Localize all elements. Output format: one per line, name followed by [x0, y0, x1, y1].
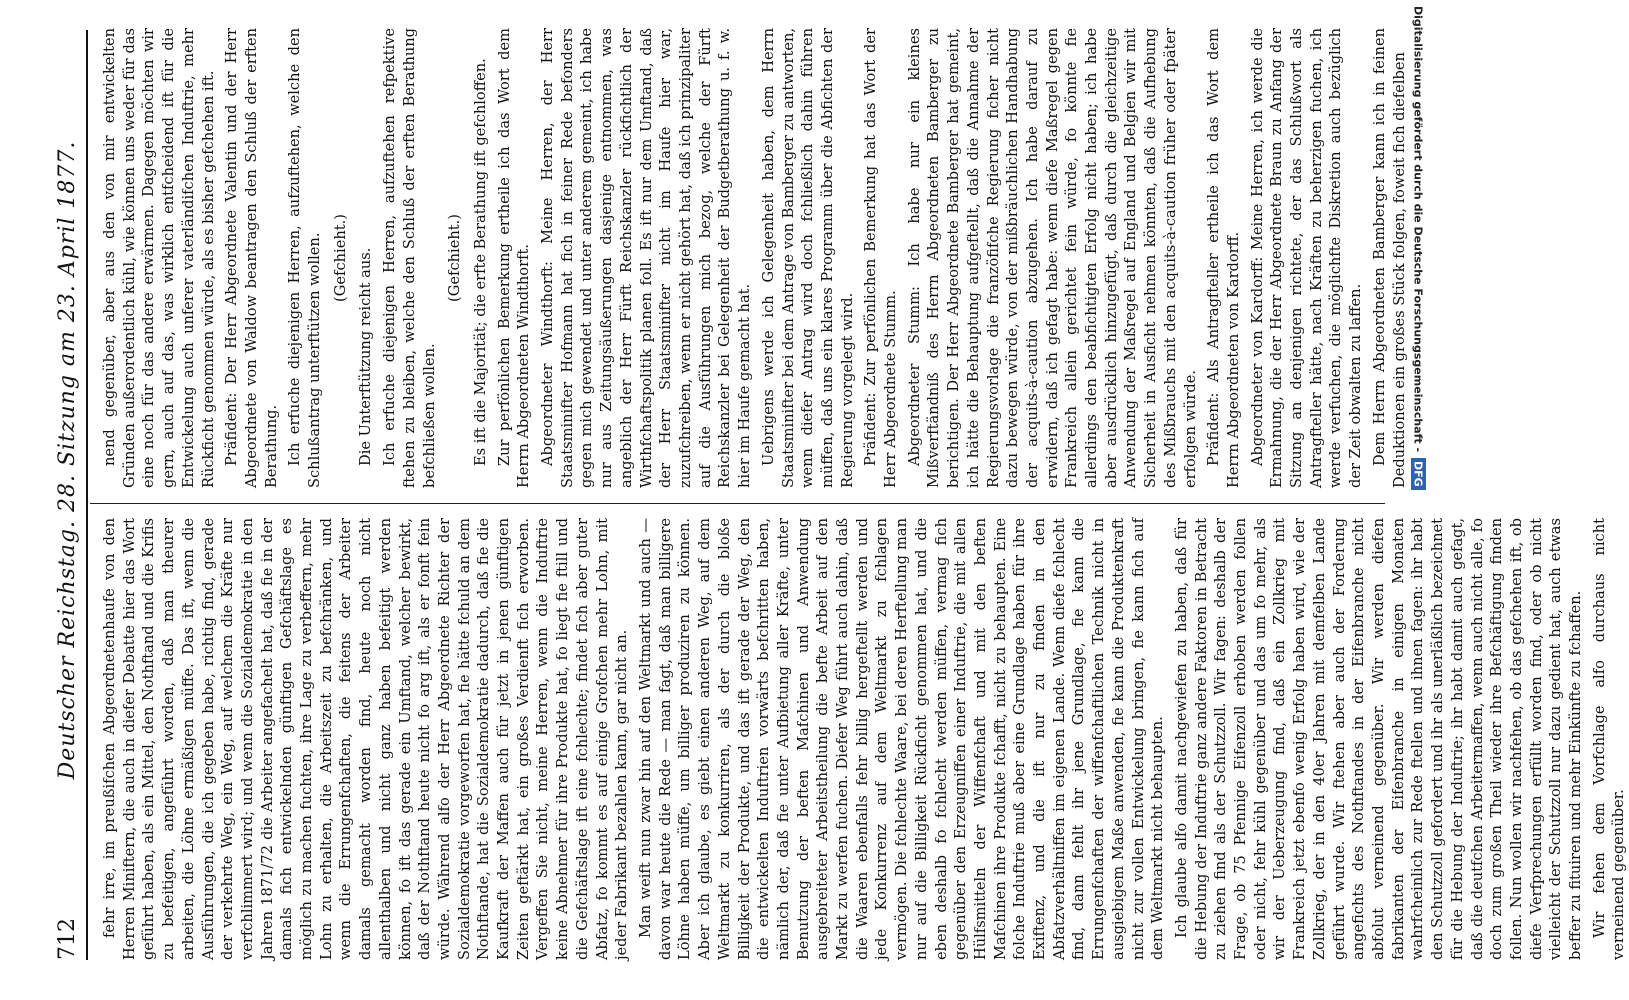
paragraph: Uebrigens werde ich Gelegenheit haben, dem Herrn Staatsminifter bei dem Antrage von Bamberger zu antworten, wenn diefer Antrag wird doch fchließlich dahin führen müffen, daß uns ein klares Programm über die Abfichten der Regierung vorgelegt wird.	[759, 28, 856, 488]
paragraph: Zur perfönlichen Bemerkung ertheile ich das Wort dem Herrn Abgeordneten Windthorft.	[495, 28, 533, 488]
paragraph: Wir fehen dem Vorfchlage alfo durchaus nicht verneinend gegenüber.	[1590, 518, 1628, 960]
page-number: 712	[55, 918, 80, 960]
paragraph: Es ift die Majorität; die erfte Berathung ift gefchloffen.	[471, 58, 489, 466]
paragraph: Ich erfuche diejenigen Herren, aufzuftehen refpektive ftehen zu bleiben, welche den Schluß der erften Berathung befchließen wollen.	[381, 28, 438, 488]
dfg-logo: DFG	[1411, 458, 1426, 490]
paragraph: Ich glaube alfo damit nachgewiefen zu haben, daß für die Hebung der Induftrie ganz andere Faktoren in Betracht zu ziehen find als der Schutzzoll. Wir fagen: deshalb der Frage, ob 75 Pfennige Eifenzoll erhoben werden follen oder nicht, fehr kühl gegenüber und das um fo mehr, als wir der Ueberzeugung find, daß ein Zollkrieg mit Frankreich jetzt ebenfo wenig Erfolg haben wird, wie der Zollkrieg, der in den 40er Jahren mit demfelben Lande geführt wurde. Wir ftehen aber auch der Forderung angefichts des Nothftandes in der Eifenbranche nicht abfolut verneinend gegenüber. Wir werden diefen fabrikanten der Eifenbranche in einigen Monaten wahrfcheinlich zur Rede ftellen und ihnen fagen: ihr habt den Schutzzoll gefordert und ihr als unerläßlich bezeichnet für die Hebung der Induftrie; ihr habt damit auch gefagt, daß die deutfchen Arbeitermaffen, wenn auch nicht alle, fo doch zum großen Theil wieder ihre Befchäftigung finden follen. Nun wollen wir nachfehen, ob das gefchehen ift, ob diefe Verfprechungen erfüllt worden find, oder ob nicht vielleicht der Schutzzoll nur dazu gedient hat, auch etwas beffer zu fituiren und mehr Einkünfte zu fchaffen.	[1172, 518, 1585, 960]
paragraph: Ich erfuche diejenigen Herren, aufzuftehen, welche den Schlußantrag unterftützen wollen.	[286, 28, 324, 488]
paragraph: Präfident: Zur perfönlichen Bemerkung hat das Wort der Herr Abgeordnete Stumm.	[862, 28, 900, 488]
right-column	[100, 28, 1408, 488]
paragraph: Präfident: Als Antragfteller ertheile ich das Wort dem Herrn Abgeordneten von Kardorff.	[1205, 28, 1242, 488]
paragraph: Abgeordneter von Kardorff: Meine Herren, ich werde die Ermahnung, die der Herr Abgeordnete Braun zu Anfang der Sitzung an denjenigen richtete, der das Schlußwort als Antragfteller hätte, nach Kräften zu beherzigen fuchen, ich werde verfuchen, die möglichfte Diskretion auch bezüglich der Zeit obwalten zu laffen.	[1248, 28, 1365, 488]
left-column	[100, 518, 1628, 960]
digitization-watermark	[1406, 6, 1430, 487]
paragraph: fehr irre, im preußifchen Abgeordnetenhaufe von den Herren Miniftern, die auch in diefer Debatte hier das Wort geführt haben, als ein Mittel, den Nothftand und die Krifis zu befeitigen, angeführt worden, daß man theurer arbeiten, die Löhne ermäßigen müffe. Das ift, wenn die Ausführungen, die ich gegeben habe, richtig find, gerade der verkehrte Weg, ein Weg, auf welchem die Kräfte nur verfchlimmert wird; und wenn die Sozialdemokratie in den Jahren 1871/72 die Arbeiter angefachelt hat, daß fie in der damals fich entwickelnden günftigen Gefchäftslage es möglich zu machen fuchten, ihre Lage zu verbeffern, mehr Lohn zu erhalten, die Arbeitszeit zu befchränken, und wenn die Errungenfchaften, die feitens der Arbeiter damals gemacht worden find, heute noch nicht allenthalben und nicht ganz haben befeitigt werden können, fo ift das gerade ein Umftand, welcher bewirkt, daß der Nothftand heute nicht fo arg ift, als er fonft fein würde. Während alfo der Herr Abgeordnete Richter der Sozialdemokratie vorgeworfen hat, fie hätte fchuld an dem Nothftande, hat die Sozialdemokratie dadurch, daß fie die Kaufkraft der Maffen auch für jetzt in jenen günftigen Zeiten geftärkt hat, ein großes Verdienft fich erworben. Vergeffen Sie nicht, meine Herren, wenn die Induftrie keine Abnehmer für ihre Produkte hat, fo liegt fie ftill und die Gefchäftslage ift eine fchlechte; findet fich aber guter Abfatz, fo kommt es auf einige Grofchen mehr Lohn, mit jeder Fabrikant bezahlen kann, gar nicht an.	[101, 518, 631, 960]
page-title: Deutscher Reichstag. 28. Sitzung am 23. April 1877.	[55, 140, 80, 780]
paragraph: Die Unterftützung reicht aus.	[357, 247, 375, 466]
paragraph: Man weift nun zwar hin auf den Weltmarkt und auch — davon war heute die Rede — man fagt, daß man billigere Löhne haben müffe, um billiger produziren zu können. Aber ich glaube, es giebt einen anderen Weg, auf dem Weltmarkt zu konkurriren, als der durch die bloße Billigkeit der Produkte, und das ift gerade der Weg, den die entwickelten Induftrien vorwärts befchritten haben, nämlich der, daß fie unter Aufbietung aller Kräfte, unter Benutzung der beften Mafchinen und Anwendung ausgebreiteter Arbeitstheilung die befte Arbeit auf den Markt zu werfen fuchen. Diefer Weg führt auch dahin, daß die Waaren ebenfalls fehr billig hergeftellt werden und jede Konkurrenz auf dem Weltmarkt zu fchlagen vermögen. Die fchlechte Waare, bei deren Herftellung man nur auf die Billigkeit Rückficht genommen hat, und die eben deshalb fo fchlecht werden müffen, vermag fich gegenüber den Erzeugniffen einer Induftrie, die mit allen Hülfsmitteln der Wiffenfchaft und mit den beften Mafchinen ihre Produkte fchafft, nicht zu behaupten. Eine folche Induftrie muß aber eine Grundlage haben für ihre Exiftenz, und die ift nur zu finden in den Abfatzverhältniffen im eigenen Lande. Wenn diefe fchlecht find, dann fehlt ihr jene Grundlage, fie kann die Errungenfchaften der wiffenfchaftlichen Technik nicht in ausgiebigem Maße anwenden, fie kann die Produktenkraft nicht zur vollen Entwickelung bringen, fie kann fich auf dem Weltmarkt nicht behaupten.	[636, 518, 1167, 960]
watermark-text: Digitalisierung gefördert durch die Deutsche Forschungsgemeinschaft -	[1411, 6, 1425, 456]
column-divider	[90, 503, 1385, 504]
paragraph: Abgeordneter Windthorft: Meine Herren, der Herr Staatsminifter Hofmann hat fich in feiner Rede befonders gegen mich gewendet und unter anderem gemeint, ich habe nur aus Zeitungsäußerungen dasjenige entnommen, was angeblich der Herr Fürft Reichskanzler rückfichtlich der Wirthfchaftspolitik planen foll. Es ift nur dem Umftand, daß der Herr Staatsminifter nicht im Haufe hier war, zuzufchreiben, wenn er nicht gehört hat, daß ich prinzipaliter auf die Ausführungen mich bezog, welche der Fürft Reichskanzler bei Gelegenheit der Budgetberathung u. f. w. hier im Haufe gemacht hat.	[539, 28, 754, 488]
paragraph: nend gegenüber, aber aus den von mir entwickelten Gründen außerordentlich kühl, wie können uns weder für das eine noch für das andere erwärmen. Dagegen möchten wir gern, auch auf das, was wirklich entfcheidend ift für die Entwickelung auch unferer vaterländifchen Induftrie, mehr Rückficht genommen würde, als es bisher gefchehen ift.	[101, 28, 217, 488]
paragraph: Präfident: Der Herr Abgeordnete Valentin und der Herr Abgeordnete von Waldow beantragen den Schluß der erften Berathung.	[223, 28, 280, 488]
stage-direction: (Gefchieht.)	[331, 214, 349, 302]
page-header	[40, 30, 88, 960]
stage-direction: (Gefchieht.)	[446, 214, 464, 302]
paragraph: Abgeordneter Stumm: Ich habe nur ein kleines Mißverftändniß des Herrn Abgeordneten Bamberger zu berichtigen. Der Herr Abgeordnete Bamberger hat gemeint, ich hätte die Behauptung aufgeftellt, daß die Annahme der Regierungsvorlage die franzöfifche Regierung ficher nicht dazu bewegen würde, von der mißbräuchlichen Handhabung der acquits-à-caution abzugehen. Ich habe darauf zu erwidern, daß ich gefagt habe: wenn diefe Maßregel gegen Frankreich allein gerichtet fein würde, fo könnte fie allerdings den beabfichtigten Erfolg nicht haben; ich habe aber ausdrücklich hinzugefügt, daß durch die gleichzeitige Anwendung der Maßregel auf England und Belgien wir mit Sicherheit in Ausficht nehmen könnten, daß die Aufhebung des Mißbrauchs mit den acquits-à-caution früher oder fpäter erfolgen würde.	[905, 28, 1199, 488]
paragraph: Dem Herrn Abgeordneten Bamberger kann ich in feinen Deduktionen ein großes Stück folgen, foweit fich diefelben	[1370, 28, 1408, 488]
